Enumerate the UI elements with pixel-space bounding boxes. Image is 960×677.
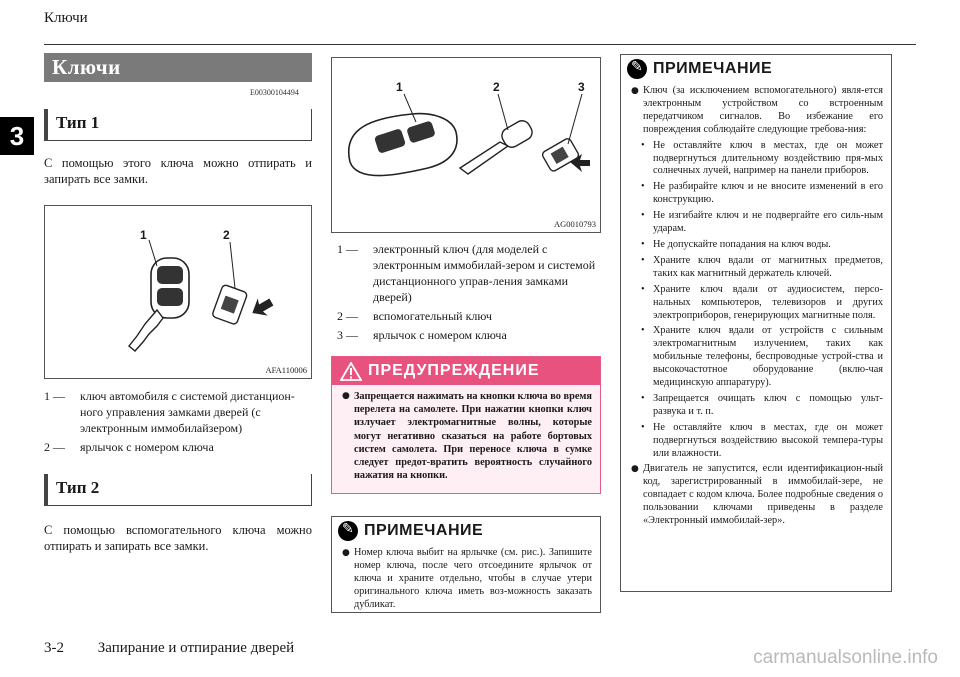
auxiliary-key-blade (460, 142, 508, 174)
type2-legend (337, 241, 601, 346)
note-text: ● Номер ключа выбит на ярлычке (см. рис.). Запишите номер ключа, после чего отсоедините ярлычок от ключа и храните отдельно, чтобы в случае утери оригинального ключа иметь воз-можность заказать дубликат. (342, 547, 592, 612)
note-pen-icon (627, 59, 647, 79)
legend-text: электронный ключ (для моделей с электронным иммобилай-зером и системой дистанционного управ-ления замками дверей) (373, 242, 596, 304)
warning-title: ПРЕДУПРЕЖДЕНИЕ (368, 362, 540, 379)
note-item: • Не оставляйте ключ в местах, где он может подвергнуться длительному воздействию пря-мых солнечных лучей, например на панели приборов. (631, 140, 883, 179)
leader-line-3 (568, 94, 582, 144)
note-intro: ● Ключ (за исключением вспомогательного) явля-ется электронным устройством со встроенным передатчиком сигналов. Во избежание его повреждения соблюдайте следующие требова-ния: (631, 85, 883, 137)
note-item: • Не разбирайте ключ и не вносите изменений в его конструкцию. (631, 181, 883, 207)
figure1-code: AFA110006 (265, 365, 307, 375)
figure2-label-3: 3 (578, 80, 585, 94)
figure2-code: AG0010793 (553, 219, 596, 229)
page-header-title: Ключи (44, 10, 88, 26)
type1-title: Тип 1 (56, 113, 100, 132)
leader-line-1 (149, 240, 157, 266)
figure2-label-1: 1 (396, 80, 403, 94)
note-pen-icon (338, 521, 358, 541)
type1-text: С помощью этого ключа можно отпирать и запирать все замки. (44, 156, 312, 186)
type2-figure (331, 57, 601, 233)
note-item: • Храните ключ вдали от устройств с сильным электромагнитным излучением, таких как мобильные телефоны, беспроводные устрой-ства и высокочастотное оборудование (вклю-чая медицинскую аппаратуру). (631, 325, 883, 390)
note-item: • Храните ключ вдали от магнитных предметов, таких как магнитный держатель ключей. (631, 255, 883, 281)
figure1-label-1: 1 (140, 228, 147, 242)
legend-text: ярлычок с номером ключа (80, 440, 214, 454)
note-body (621, 83, 891, 528)
type1-heading (44, 109, 312, 141)
note-header (332, 517, 600, 545)
footer-title: Запирание и отпирание дверей (97, 640, 295, 656)
warning-triangle-icon (340, 362, 362, 381)
note-item: • Не оставляйте ключ в местах, где он может подвергнуться воздействию высокой темпера-туры или влажности. (631, 422, 883, 461)
note-box-small (331, 516, 601, 613)
key-tag (541, 137, 580, 172)
note-title: ПРИМЕЧАНИЕ (653, 60, 773, 77)
legend-row (44, 439, 312, 455)
remote-key-illustration (45, 206, 311, 378)
note-header (621, 55, 891, 83)
watermark: carmanualsonline.info (753, 647, 938, 668)
note-item: • Запрещается очищать ключ с помощью ульт-развука и т. п. (631, 393, 883, 419)
legend-text: ярлычок с номером ключа (373, 328, 507, 342)
legend-row (44, 388, 312, 436)
key-tag (212, 284, 248, 325)
legend-text: вспомогательный ключ (373, 309, 492, 323)
type1-legend (44, 388, 312, 458)
pointer-arrow-icon (247, 293, 276, 321)
note-item: • Храните ключ вдали от аудиосистем, персо-нальных компьютеров, телевизоров и других электроприборов, генерирующих магнитные поля. (631, 284, 883, 323)
note-item: • Не изгибайте ключ и не подвергайте его силь-ным ударам. (631, 210, 883, 236)
legend-key: 2 — (337, 309, 358, 323)
legend-row (337, 241, 601, 305)
warning-text: ● Запрещается нажимать на кнопки ключа во время перелета на самолете. При нажатии кнопки ключ излучает электромагнитные волны, которые могут негативно сказаться на работе бортовых систем самолета. При переносе ключа в сумке следует предот-вратить вероятность случайного нажатия на кнопки. (342, 390, 592, 482)
header-rule (44, 44, 916, 45)
legend-key: 1 — (44, 389, 65, 403)
figure1-label-2: 2 (223, 228, 230, 242)
type2-text: С помощью вспомогательного ключа можно отпирать и запирать все замки. (44, 523, 312, 553)
legend-key: 2 — (44, 440, 65, 454)
figure2-label-2: 2 (493, 80, 500, 94)
chapter-tab: 3 (0, 117, 34, 155)
legend-row (337, 308, 601, 324)
type2-heading (44, 474, 312, 506)
key-blade (129, 310, 163, 351)
page-number: 3-2 (44, 640, 64, 656)
legend-key: 3 — (337, 328, 358, 342)
page-footer (44, 640, 294, 657)
note-outro: ● Двигатель не запустится, если идентификацион-ный код, зарегистрированный в иммобилай-зере, не совпадает с кодом ключа. Более подробные сведения о пользовании ключами приведены в разделе «Электронный иммобилай-зер». (631, 463, 883, 528)
note-item: • Не допускайте попадания на ключ воды. (631, 239, 883, 252)
type2-title: Тип 2 (56, 478, 100, 497)
note-body (332, 545, 600, 612)
note-box-large (620, 54, 892, 592)
warning-body (332, 385, 600, 482)
leader-line-2 (498, 94, 508, 130)
legend-row (337, 327, 601, 343)
legend-key: 1 — (337, 242, 358, 256)
section-title: Ключи (44, 53, 312, 82)
leader-line-2 (230, 242, 235, 288)
warning-header (332, 357, 600, 385)
section-code: E00300104494 (250, 88, 299, 97)
lock-button (157, 266, 183, 284)
warning-box (331, 356, 601, 494)
legend-text: ключ автомобиля с системой дистанцион-ного управления замками дверей (с электронным иммобилайзером) (80, 389, 295, 435)
type1-figure (44, 205, 312, 379)
note-title: ПРИМЕЧАНИЕ (364, 522, 484, 539)
unlock-button (157, 288, 183, 306)
electronic-key-illustration (332, 58, 600, 232)
